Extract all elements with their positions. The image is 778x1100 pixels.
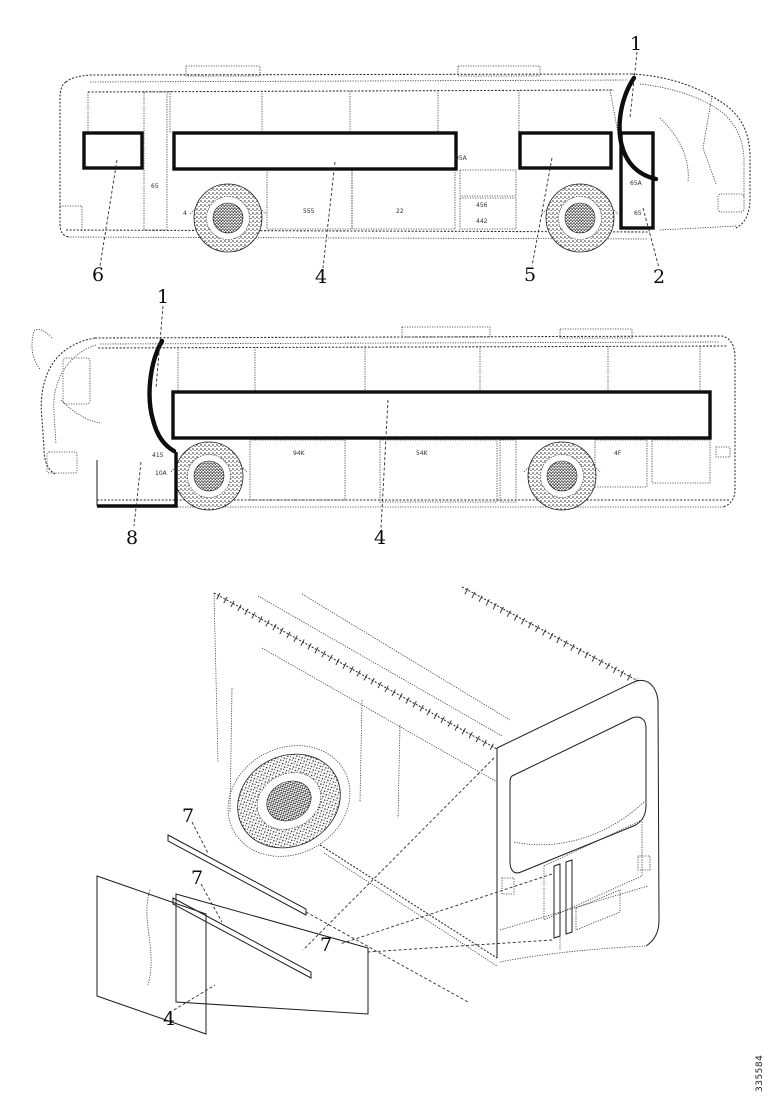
leader-line (323, 162, 335, 268)
part-outline-4 (174, 133, 456, 169)
location-line (368, 940, 552, 952)
drawing-number: 335584 (755, 1054, 765, 1092)
panel-code: 4 (183, 210, 187, 217)
panel-code: 10A (155, 470, 167, 477)
panel-code: 05A (455, 155, 467, 162)
leader-line (201, 884, 222, 922)
entrance-door (144, 92, 167, 230)
part-outline-4 (173, 392, 710, 438)
panel-code: 22 (396, 208, 404, 215)
callout-label-7: 7 (320, 934, 333, 956)
callout-label-6: 6 (92, 264, 105, 286)
part-strip-7c (554, 860, 572, 938)
leader-line (134, 462, 141, 526)
panel-code: 65 (151, 183, 159, 190)
location-line (306, 912, 468, 1002)
roof-vent (458, 66, 540, 76)
panel-code: 54K (416, 450, 428, 457)
part-outline-1 (150, 341, 174, 451)
callout-label-7: 7 (182, 805, 195, 827)
panel-code: 94K (293, 450, 305, 457)
callout-label-4: 4 (374, 527, 387, 549)
callout-label-1: 1 (157, 286, 170, 308)
part-outline-6 (84, 133, 142, 168)
leader-line (340, 874, 552, 944)
leader-line (643, 208, 659, 268)
panel-code: 415 (152, 452, 164, 459)
leader-line (100, 160, 117, 266)
rear-wheel (528, 442, 596, 510)
panel-code: 65 (634, 210, 642, 217)
panel-code: 456 (476, 202, 488, 209)
front-wheel (175, 442, 243, 510)
view-left-side (32, 286, 735, 549)
rear-wheel (194, 184, 262, 252)
panel-code: 442 (476, 218, 488, 225)
callout-label-5: 5 (524, 264, 537, 286)
part-outline-5 (520, 133, 611, 168)
leader-line (174, 985, 215, 1010)
panel-code: 555 (303, 208, 315, 215)
leader-line (192, 822, 208, 853)
engine-grille (652, 440, 710, 483)
callout-label-1: 1 (630, 33, 643, 55)
front-wheel (546, 184, 614, 252)
roof-vent (402, 327, 490, 337)
callout-label-8: 8 (126, 527, 139, 549)
view-rear-quarter (97, 587, 659, 1034)
body-line-art (60, 66, 750, 239)
callout-label-7: 7 (191, 867, 204, 889)
part-outline-8 (97, 452, 176, 506)
callout-label-2: 2 (653, 266, 666, 288)
callout-label-4: 4 (163, 1008, 176, 1030)
rear-wheel (221, 736, 357, 865)
view-right-side (60, 33, 750, 288)
panel-code: 65A (630, 180, 642, 187)
panel-code: 4F (614, 450, 622, 457)
leader-line (381, 400, 388, 528)
part-outline-1 (620, 78, 656, 179)
callout-label-4: 4 (315, 266, 328, 288)
